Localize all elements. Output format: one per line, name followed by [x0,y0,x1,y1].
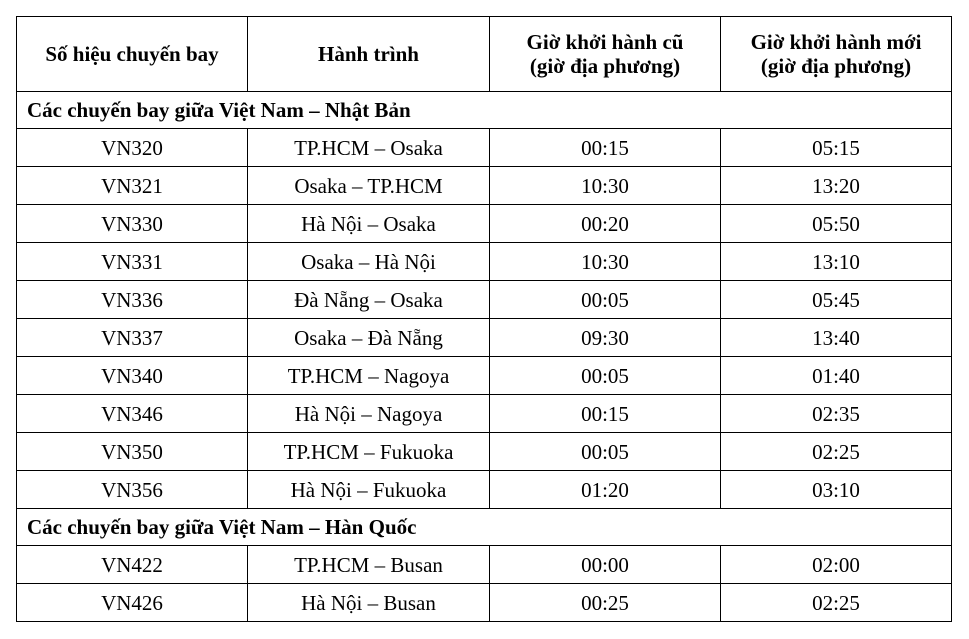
new-departure-cell: 05:15 [721,129,952,167]
route-cell: Osaka – Hà Nội [248,243,490,281]
flight-number-cell: VN336 [17,281,248,319]
new-departure-cell: 13:40 [721,319,952,357]
route-cell: Hà Nội – Busan [248,584,490,622]
old-departure-cell: 00:25 [490,584,721,622]
header-route: Hành trình [248,17,490,92]
new-departure-cell: 05:50 [721,205,952,243]
flight-number-cell: VN346 [17,395,248,433]
old-departure-cell: 00:00 [490,546,721,584]
header-new-departure [721,17,952,92]
flight-schedule-table [16,16,952,622]
table-row [17,471,952,509]
old-departure-cell: 09:30 [490,319,721,357]
flight-number-cell: VN337 [17,319,248,357]
table-row [17,205,952,243]
old-departure-cell: 00:15 [490,395,721,433]
route-cell: Hà Nội – Nagoya [248,395,490,433]
flight-number-cell: VN321 [17,167,248,205]
new-departure-cell: 02:00 [721,546,952,584]
route-cell: Osaka – Đà Nẵng [248,319,490,357]
route-cell: Hà Nội – Fukuoka [248,471,490,509]
section-row [17,509,952,546]
table-row [17,433,952,471]
flight-number-cell: VN320 [17,129,248,167]
flight-number-cell: VN356 [17,471,248,509]
route-cell: Hà Nội – Osaka [248,205,490,243]
route-cell: TP.HCM – Osaka [248,129,490,167]
old-departure-cell: 01:20 [490,471,721,509]
section-title: Các chuyến bay giữa Việt Nam – Nhật Bản [17,92,952,129]
new-departure-cell: 13:10 [721,243,952,281]
table-row [17,281,952,319]
header-flight-number: Số hiệu chuyến bay [17,17,248,92]
route-cell: Đà Nẵng – Osaka [248,281,490,319]
table-header [17,17,952,92]
header-old-departure-line2: (giờ địa phương) [529,54,681,78]
flight-number-cell: VN422 [17,546,248,584]
table-body [17,92,952,622]
table-row [17,319,952,357]
header-new-departure-line1: Giờ khởi hành mới [750,30,922,54]
header-old-departure [490,17,721,92]
new-departure-cell: 05:45 [721,281,952,319]
flight-number-cell: VN350 [17,433,248,471]
table-row [17,395,952,433]
flight-number-cell: VN331 [17,243,248,281]
section-title: Các chuyến bay giữa Việt Nam – Hàn Quốc [17,509,952,546]
new-departure-cell: 02:25 [721,584,952,622]
route-cell: Osaka – TP.HCM [248,167,490,205]
new-departure-cell: 13:20 [721,167,952,205]
old-departure-cell: 10:30 [490,243,721,281]
table-row [17,167,952,205]
route-cell: TP.HCM – Busan [248,546,490,584]
table-row [17,243,952,281]
header-old-departure-line1: Giờ khởi hành cũ [526,30,684,54]
table-row [17,129,952,167]
new-departure-cell: 02:35 [721,395,952,433]
header-row [17,17,952,92]
flight-number-cell: VN340 [17,357,248,395]
old-departure-cell: 00:20 [490,205,721,243]
route-cell: TP.HCM – Fukuoka [248,433,490,471]
old-departure-cell: 00:05 [490,281,721,319]
route-cell: TP.HCM – Nagoya [248,357,490,395]
new-departure-cell: 02:25 [721,433,952,471]
flight-number-cell: VN426 [17,584,248,622]
section-row [17,92,952,129]
table-row [17,357,952,395]
table-row [17,546,952,584]
new-departure-cell: 03:10 [721,471,952,509]
flight-number-cell: VN330 [17,205,248,243]
table-row [17,584,952,622]
header-new-departure-line2: (giờ địa phương) [760,54,912,78]
old-departure-cell: 00:15 [490,129,721,167]
old-departure-cell: 00:05 [490,433,721,471]
old-departure-cell: 10:30 [490,167,721,205]
old-departure-cell: 00:05 [490,357,721,395]
new-departure-cell: 01:40 [721,357,952,395]
